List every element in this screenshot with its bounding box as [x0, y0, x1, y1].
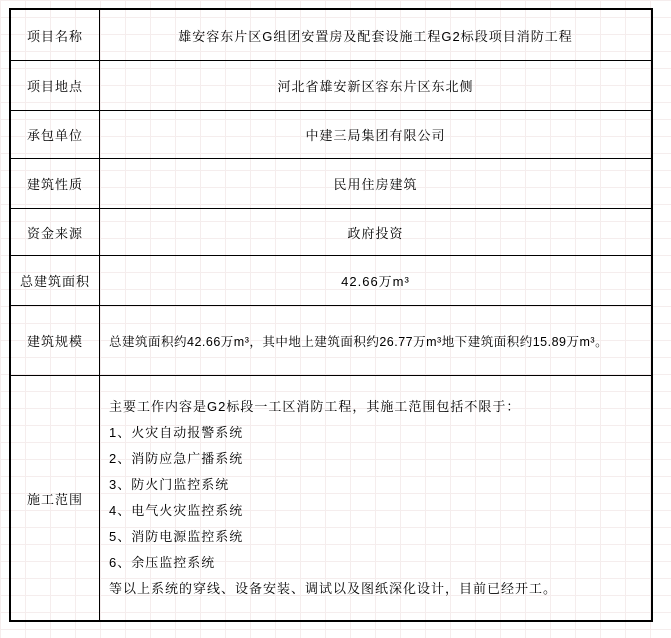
row-label: 资金来源	[11, 209, 100, 255]
scope-line: 6、余压监控系统	[109, 555, 216, 570]
row-label: 施工范围	[11, 376, 100, 620]
row-value: 中建三局集团有限公司	[305, 128, 446, 143]
scope-line: 2、消防应急广播系统	[109, 451, 244, 466]
row-label: 项目名称	[11, 10, 100, 60]
row-value	[100, 376, 651, 620]
scope-line: 等以上系统的穿线、设备安装、调试以及图纸深化设计，目前已经开工。	[109, 581, 558, 596]
project-info-table	[9, 8, 653, 622]
row-value: 雄安容东片区G组团安置房及配套设施工程G2标段项目消防工程	[178, 28, 573, 44]
row-value: 总建筑面积约42.66万m³，其中地上建筑面积约26.77万m³地下建筑面积约15.89万m³。	[109, 334, 609, 349]
table-row	[11, 305, 651, 375]
scope-line: 5、消防电源监控系统	[109, 529, 244, 544]
table-row	[11, 255, 651, 305]
row-value: 政府投资	[347, 225, 404, 241]
row-label: 建筑性质	[11, 159, 100, 208]
scope-line: 4、电气火灾监控系统	[109, 503, 244, 518]
row-label: 建筑规模	[11, 306, 100, 375]
row-value: 42.66万m³	[341, 274, 410, 289]
table-row	[11, 208, 651, 255]
row-value: 民用住房建筑	[333, 177, 418, 192]
scope-line: 3、防火门监控系统	[109, 477, 230, 492]
scope-line: 1、火灾自动报警系统	[109, 425, 244, 440]
row-value: 河北省雄安新区容东片区东北侧	[277, 79, 474, 94]
row-label: 项目地点	[11, 61, 100, 110]
table-row	[11, 110, 651, 158]
scope-line: 主要工作内容是G2标段一工区消防工程，其施工范围包括不限于：	[109, 399, 521, 414]
table-row	[11, 375, 651, 620]
table-row	[11, 60, 651, 110]
row-label: 承包单位	[11, 111, 100, 158]
table-row	[11, 158, 651, 208]
row-label: 总建筑面积	[11, 256, 100, 305]
table-row	[11, 10, 651, 60]
